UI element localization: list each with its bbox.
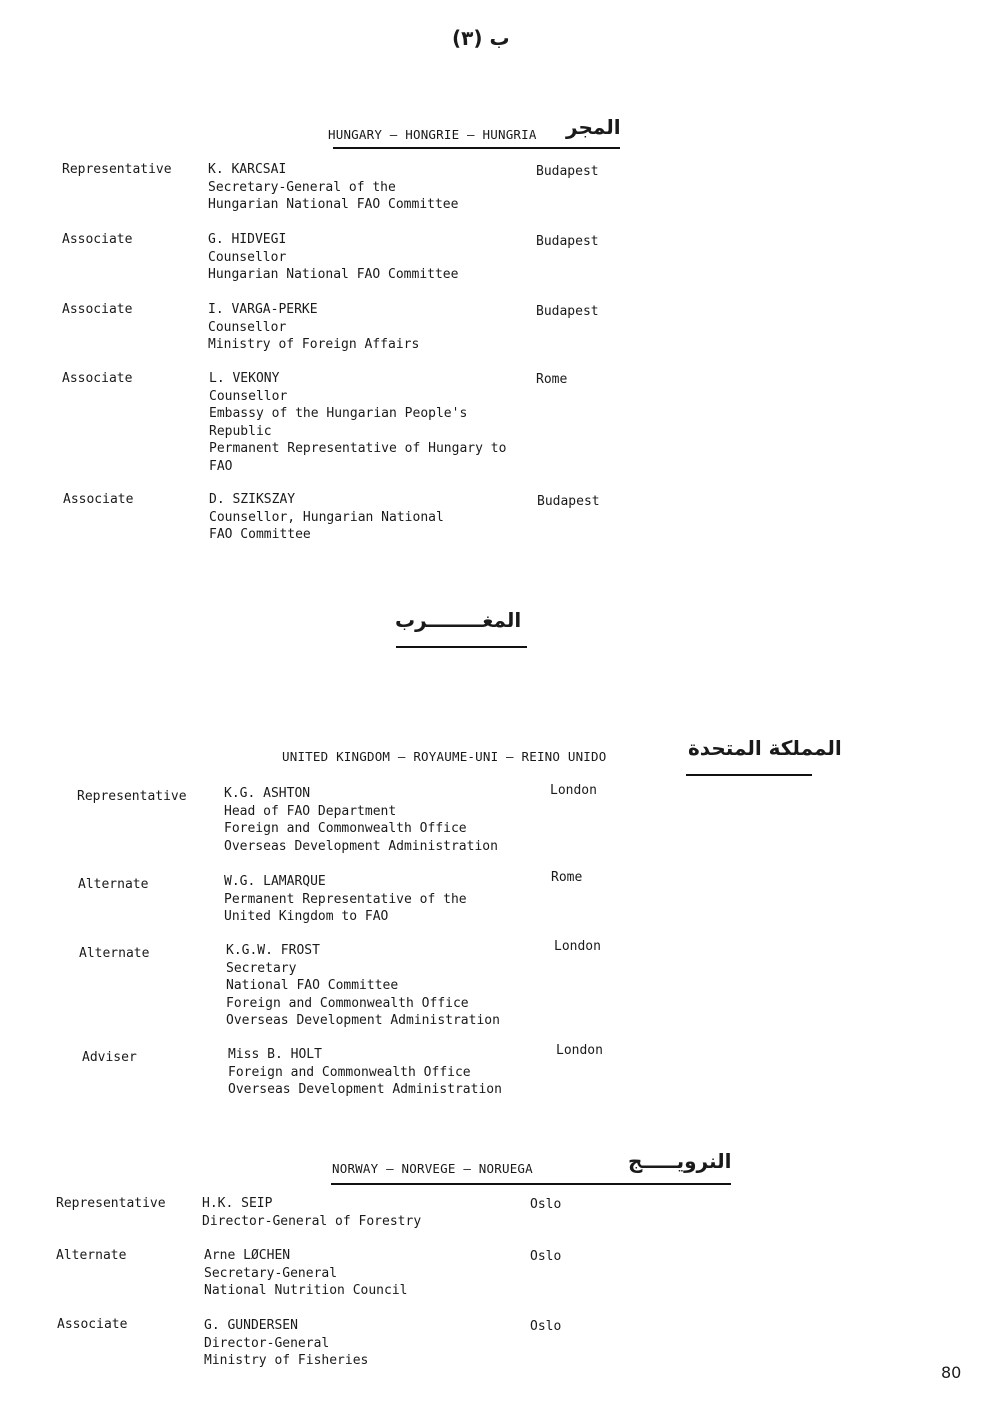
hungary-title-underline [333, 147, 620, 149]
entry-name: I. VARGA-PERKE [208, 302, 318, 317]
entry-line: Secretary [226, 960, 297, 976]
norway-title-ar: النرويـــــج [628, 1149, 732, 1173]
entry-city: Oslo [530, 1197, 562, 1212]
entry-line: Hungarian National FAO Committee [208, 197, 459, 212]
entry-name: D. SZIKSZAY [209, 492, 296, 507]
entry-details [204, 1247, 408, 1300]
entry-line: Permanent Representative of the [224, 891, 467, 907]
uk-title-underline [686, 774, 812, 776]
entry-name: K. KARCSAI [208, 162, 287, 177]
entry-name: K.G.W. FROST [226, 943, 320, 958]
entry-line: Overseas Development Administration [224, 838, 498, 854]
entry-role: Representative [77, 789, 187, 804]
entry-details [202, 1195, 421, 1230]
entry-city: Oslo [530, 1319, 562, 1334]
morocco-heading: المغــــــــرب [395, 608, 522, 632]
entry-details [208, 161, 458, 214]
entry-city: Budapest [537, 494, 600, 509]
hungary-title-ar: المجر [566, 115, 621, 139]
norway-title-underline [331, 1183, 731, 1185]
entry-line: Director-General of Forestry [202, 1213, 422, 1229]
entry-details [208, 301, 419, 354]
entry-details [224, 873, 467, 926]
entry-name: G. HIDVEGI [208, 232, 287, 247]
norway-title: NORWAY – NORVEGE – NORUEGA [332, 1161, 533, 1176]
entry-line: Ministry of Fisheries [204, 1353, 369, 1368]
entry-line: United Kingdom to FAO [224, 909, 389, 924]
entry-city: London [556, 1043, 603, 1058]
entry-role: Associate [63, 492, 134, 507]
entry-details [224, 785, 498, 855]
entry-city: Budapest [536, 304, 599, 319]
entry-line: FAO [209, 458, 233, 474]
entry-line: National FAO Committee [226, 978, 399, 993]
entry-role: Representative [56, 1196, 166, 1211]
hungary-title: HUNGARY – HONGRIE – HUNGRIA [328, 127, 537, 142]
entry-line: Foreign and Commonwealth Office [226, 995, 469, 1011]
entry-city: Oslo [530, 1249, 562, 1264]
entry-city: Rome [551, 870, 583, 885]
entry-role: Associate [62, 302, 133, 317]
uk-title: UNITED KINGDOM – ROYAUME-UNI – REINO UNIDO [282, 749, 607, 764]
entry-name: G. GUNDERSEN [204, 1318, 298, 1333]
entry-line: Overseas Development Administration [226, 1013, 500, 1028]
entry-line: Overseas Development Administration [228, 1082, 502, 1097]
entry-line: FAO Committee [209, 527, 311, 542]
entry-role: Alternate [78, 877, 149, 892]
entry-name: L. VEKONY [209, 371, 280, 386]
entry-line: Embassy of the Hungarian People's [209, 406, 468, 421]
entry-city: London [550, 783, 597, 798]
entry-name: K.G. ASHTON [224, 786, 311, 801]
entry-line: Counsellor [208, 319, 287, 335]
entry-line: Foreign and Commonwealth Office [224, 821, 467, 836]
entry-role: Associate [57, 1317, 128, 1332]
entry-line: Secretary-General of the [208, 179, 396, 195]
entry-line: Counsellor [209, 388, 288, 404]
morocco-heading-underline [396, 646, 527, 648]
entry-role: Associate [62, 232, 133, 247]
entry-city: Budapest [536, 234, 599, 249]
entry-role: Alternate [56, 1248, 127, 1263]
entry-line: Republic [209, 423, 272, 439]
entry-details [209, 370, 506, 475]
entry-line: Permanent Representative of Hungary to [209, 441, 507, 456]
page-number: 80 [941, 1363, 962, 1382]
entry-city: Budapest [536, 164, 599, 179]
entry-details [228, 1046, 502, 1099]
uk-title-ar: المملكة المتحدة [688, 736, 842, 760]
entry-details [208, 231, 458, 284]
entry-line: Director-General [204, 1335, 330, 1351]
entry-role: Adviser [82, 1050, 137, 1065]
entry-line: Counsellor, Hungarian National [209, 509, 444, 525]
entry-role: Associate [62, 371, 133, 386]
entry-city: Rome [536, 372, 568, 387]
entry-name: Miss B. HOLT [228, 1047, 322, 1062]
entry-name: W.G. LAMARQUE [224, 874, 326, 889]
entry-city: London [554, 939, 601, 954]
entry-line: Head of FAO Department [224, 803, 397, 819]
entry-line: Secretary-General [204, 1265, 338, 1281]
entry-line: National Nutrition Council [204, 1283, 408, 1298]
entry-role: Representative [62, 162, 172, 177]
entry-line: Foreign and Commonwealth Office [228, 1064, 471, 1080]
entry-details [209, 491, 444, 544]
entry-role: Alternate [79, 946, 150, 961]
entry-line: Hungarian National FAO Committee [208, 267, 459, 282]
entry-line: Counsellor [208, 249, 287, 265]
entry-name: Arne LØCHEN [204, 1248, 291, 1263]
entry-line: Ministry of Foreign Affairs [208, 337, 420, 352]
entry-name: H.K. SEIP [202, 1196, 273, 1211]
entry-details [204, 1317, 368, 1370]
page-marker: ب (٣) [452, 26, 510, 50]
entry-details [226, 942, 500, 1030]
